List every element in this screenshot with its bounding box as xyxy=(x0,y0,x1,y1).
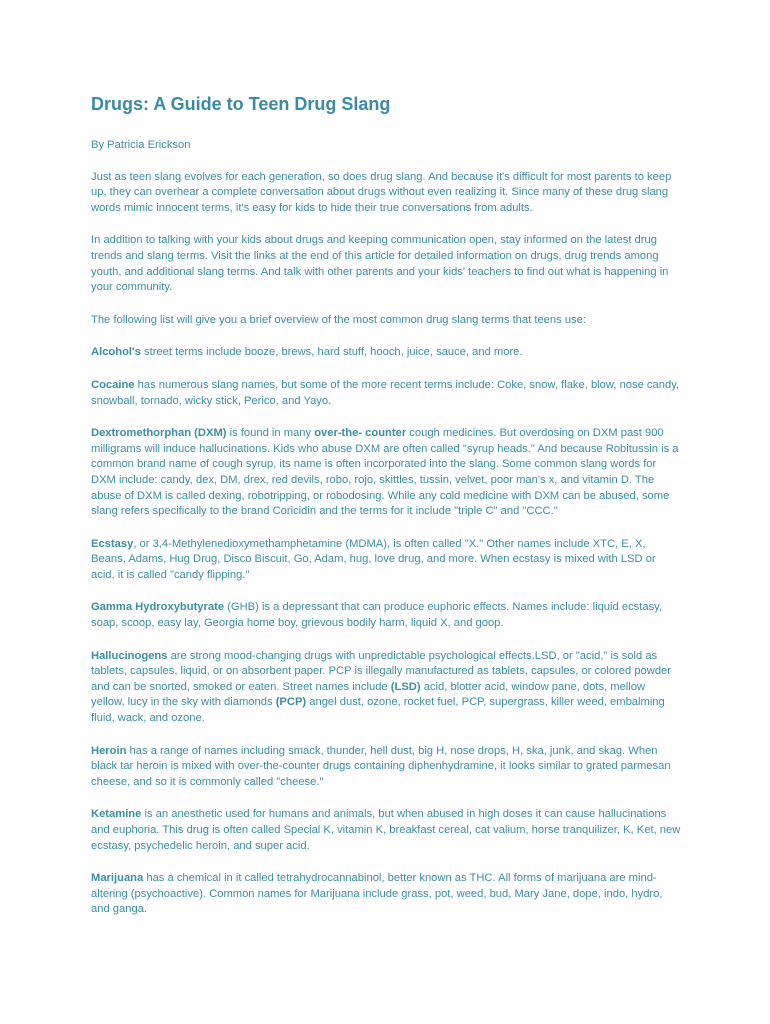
entry-ghb xyxy=(91,600,681,631)
term-label: Gamma Hydroxybutyrate xyxy=(91,601,225,614)
entry-text: is an anesthetic used for humans and animals, but when abused in high doses it can cause hallucinations and euphoria. This drug is often called Special K, vitamin K, breakfast cereal, cat valium, horse tranquilizer, K, Ket, new ecstasy, psychedelic heroin, and super acid. xyxy=(91,808,681,852)
document-page xyxy=(91,92,681,935)
term-label: Heroin xyxy=(91,744,127,757)
intro-paragraph: In addition to talking with your kids about drugs and keeping communication open, stay informed on the latest drug trends and slang terms. Visit the links at the end of this article for detailed information on drugs, drug trends among youth, and additional slang terms. And talk with other parents and your kids' teachers to find out what is happening in your community. xyxy=(91,234,669,294)
intro-paragraph: Just as teen slang evolves for each generation, so does drug slang. And because it's difficult for most parents to keep up, they can overhear a complete conversation about drugs without even realizing it. Since many of these drug slang words mimic innocent terms, it's easy for kids to hide their true conversations from adults. xyxy=(91,170,672,214)
entry-cocaine xyxy=(91,378,681,409)
entry-ketamine xyxy=(91,807,681,854)
entry-text: cough medicines. But overdosing on DXM past 900 milligrams will induce hallucinations. Kids who abuse DXM are often called "syrup heads." And because Robitussin is a common brand name of cough syrup, its name is often incorporated into the slang. Some common slang words for DXM include: candy, dex, DM, drex, red devils, robo, rojo, skittles, tussin, velvet, poor man's x, and vitamin D. The abuse of DXM is called dexing, robotripping, or robodosing. While any cold medicine with DXM can be abused, some slang refers specifically to the brand Coricidin and the terms for it include "triple C" and "CCC." xyxy=(91,427,679,518)
entry-text: angel dust, ozone, rocket fuel, PCP, supergrass, killer weed, embalming fluid, wack, and ozone. xyxy=(91,696,665,725)
entry-text: , or 3,4-Methylenedioxymethamphetamine (MDMA), is often called "X." Other names include XTC, E, X, Beans, Adams, Hug Drug, Disco Biscuit, Go, Adam, hug, love drug, and more. When ecstasy is mixed with LSD or acid, it is called "candy flipping." xyxy=(91,537,656,581)
term-label: Hallucinogens xyxy=(91,649,168,662)
term-label: Dextromethorphan (DXM) xyxy=(91,427,227,440)
term-label: Alcohol's xyxy=(91,346,141,359)
entry-ecstasy xyxy=(91,537,681,584)
entry-text: are strong mood-changing drugs with unpredictable psychological effects.LSD, or "acid," is sold as tablets, capsules, liquid, or on absorbent paper. PCP is illegally manufactured as tablets, capsules, or colored powder and can be snorted, smoked or eaten. Street names include xyxy=(91,649,672,693)
entry-text: acid, blotter acid, window pane, dots, mellow yellow, lucy in the sky with diamonds xyxy=(91,680,646,709)
entry-heroin xyxy=(91,744,681,791)
entry-text: (GHB) is a depressant that can produce euphoric effects. Names include: liquid ecstasy, soap, scoop, easy lay, Georgia home boy, grievous bodily harm, liquid X, and goop. xyxy=(91,601,663,630)
term-label: over-the- counter xyxy=(314,427,407,440)
intro-paragraph: The following list will give you a brief overview of the most common drug slang terms that teens use: xyxy=(91,313,586,326)
term-label: Ketamine xyxy=(91,808,142,821)
entry-dxm xyxy=(91,426,681,520)
term-label: Cocaine xyxy=(91,378,135,391)
term-label: Ecstasy xyxy=(91,537,134,550)
entry-hallucinogens xyxy=(91,649,681,727)
entry-text: has a chemical in it called tetrahydrocannabinol, better known as THC. All forms of marijuana are mind-altering (psychoactive). Common names for Marijuana include grass, pot, weed, bud, Mary Jane, dope, indo, hydro, and ganga. xyxy=(91,872,663,916)
entry-text: has a range of names including smack, thunder, hell dust, big H, nose drops, H, ska, junk, and skag. When black tar heroin is mixed with over-the-counter drugs containing diphenhydramine, it looks similar to grated parmesan cheese, and so it is commonly called "cheese." xyxy=(91,744,671,788)
entry-marijuana xyxy=(91,871,681,918)
term-label: (LSD) xyxy=(390,680,421,693)
author-byline: By Patricia Erickson xyxy=(91,139,191,151)
article-title: Drugs: A Guide to Teen Drug Slang xyxy=(91,94,391,114)
entry-text: is found in many xyxy=(226,427,315,440)
entry-alcohol xyxy=(91,345,681,361)
term-label: (PCP) xyxy=(275,696,307,709)
entry-text: street terms include booze, brews, hard stuff, hooch, juice, sauce, and more. xyxy=(140,346,523,359)
entry-text: has numerous slang names, but some of the more recent terms include: Coke, snow, flake, blow, nose candy, snowball, tornado, wicky stick, Perico, and Yayo. xyxy=(91,378,680,407)
term-label: Marijuana xyxy=(91,872,144,885)
